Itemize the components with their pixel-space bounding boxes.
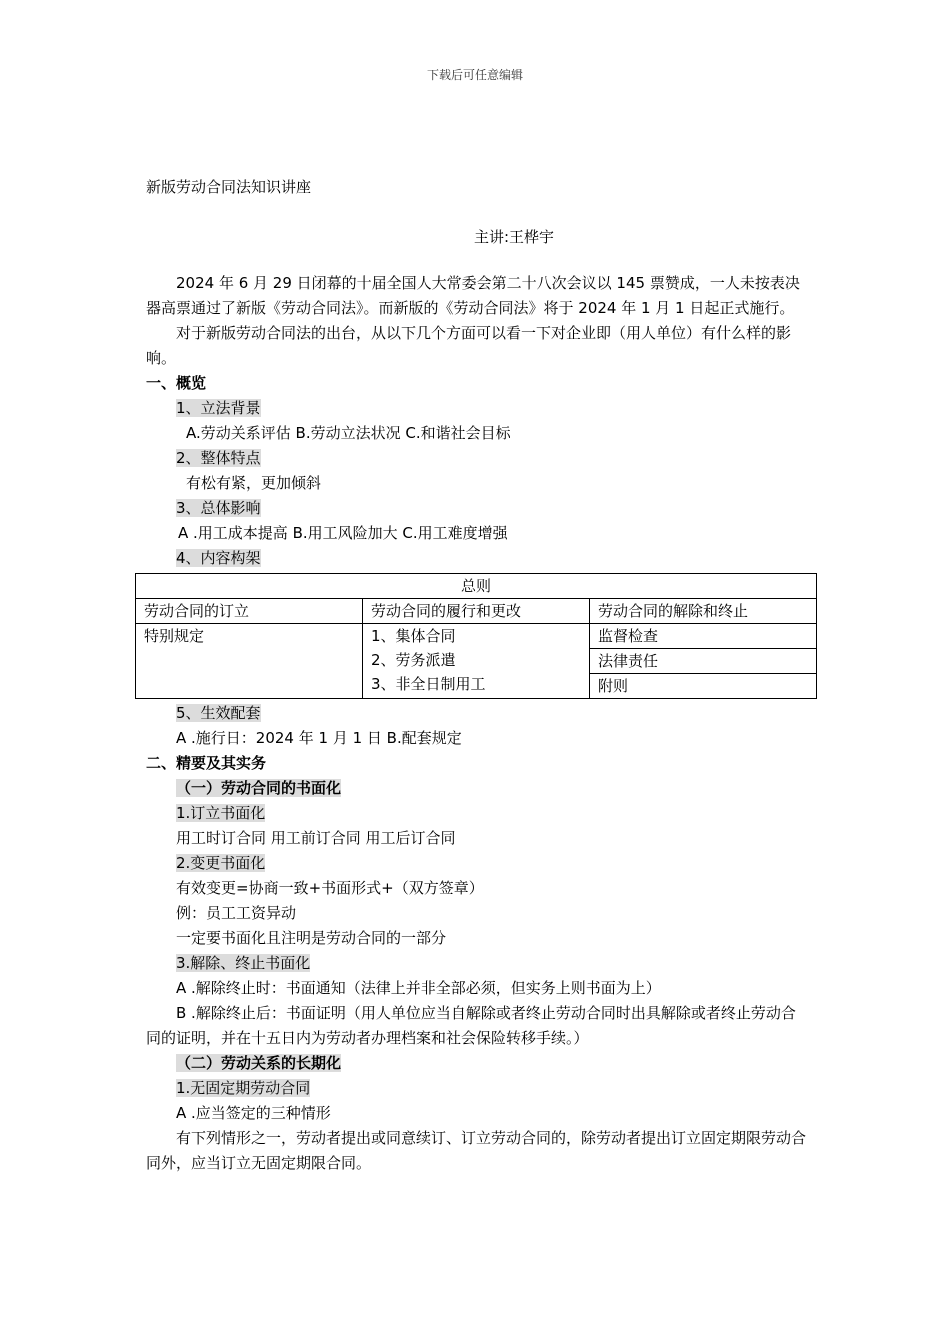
table-cell: 劳动合同的履行和更改 [363, 599, 590, 624]
subheading-1-1: 1、立法背景 [176, 399, 261, 417]
subheading-1-4: 4、内容构架 [176, 549, 261, 567]
subheading-2-2: （二）劳动关系的长期化 [176, 1054, 342, 1072]
subheading-2-1-1: 1.订立书面化 [176, 804, 266, 822]
stack-item: 监督检查 [590, 624, 816, 649]
paragraph-2-1-3a: A .解除终止时：书面通知（法律上并非全部必须，但实务上则书面为上） [176, 979, 661, 997]
subheading-2-1: （一）劳动合同的书面化 [176, 779, 342, 797]
paragraph-2-2-1b: 有下列情形之一，劳动者提出或同意续订、订立劳动合同的，除劳动者提出订立固定期限劳动合同外，应当订立无固定期限合同。 [146, 1129, 807, 1172]
stack-item: 法律责任 [590, 649, 816, 674]
content-framework-table [135, 573, 817, 699]
doc-body [146, 271, 806, 1176]
table-cell-list [363, 624, 590, 699]
page-header: 下载后可任意编辑 [426, 68, 523, 82]
paragraph-2-1-2a: 有效变更=协商一致+书面形式+（双方签章） [176, 879, 484, 897]
doc-title: 新版劳动合同法知识讲座 [146, 178, 312, 196]
table-row [136, 624, 817, 699]
table-cell-stack [590, 624, 817, 699]
section-heading-2: 二、精要及其实务 [146, 754, 267, 772]
paragraph-2-1-2c: 一定要书面化且注明是劳动合同的一部分 [176, 929, 447, 947]
subheading-2-1-2: 2.变更书面化 [176, 854, 266, 872]
subheading-2-2-1: 1.无固定期劳动合同 [176, 1079, 311, 1097]
table-cell-special: 特别规定 [136, 624, 363, 699]
paragraph-2-1-1: 用工时订合同 用工前订合同 用工后订合同 [176, 829, 456, 847]
paragraph-1-3: A .用工成本提高 B.用工风险加大 C.用工难度增强 [178, 524, 508, 542]
subheading-1-3: 3、总体影响 [176, 499, 261, 517]
list-item: 2、劳务派遣 [371, 651, 456, 669]
table-cell-general: 总则 [136, 574, 817, 599]
speaker-line: 主讲:王桦宇 [473, 228, 555, 246]
intro-paragraph-1: 2024 年 6 月 29 日闭幕的十届全国人大常委会第二十八次会议以 145 票赞成，一人未按表决器高票通过了新版《劳动合同法》。而新版的《劳动合同法》将于 2024 年 1 月 1 日起正式施行。 [146, 274, 800, 317]
list-item: 3、非全日制用工 [371, 675, 486, 693]
paragraph-2-1-2b: 例：员工工资异动 [176, 904, 297, 922]
paragraph-1-2: 有松有紧，更加倾斜 [186, 474, 322, 492]
list-item: 1、集体合同 [371, 627, 456, 645]
subheading-2-1-3: 3.解除、终止书面化 [176, 954, 311, 972]
paragraph-1-5: A .施行日：2024 年 1 月 1 日 B.配套规定 [176, 729, 462, 747]
paragraph-2-2-1a: A .应当签定的三种情形 [176, 1104, 331, 1122]
stack-item: 附则 [598, 677, 629, 695]
table-row [136, 599, 817, 624]
table-cell: 劳动合同的订立 [136, 599, 363, 624]
paragraph-2-1-3b: B .解除终止后：书面证明（用人单位应当自解除或者终止劳动合同时出具解除或者终止劳动合同的证明，并在十五日内为劳动者办理档案和社会保险转移手续。） [146, 1004, 796, 1047]
subheading-1-2: 2、整体特点 [176, 449, 261, 467]
section-heading-1: 一、概览 [146, 374, 207, 392]
intro-paragraph-2: 对于新版劳动合同法的出台，从以下几个方面可以看一下对企业即（用人单位）有什么样的影响。 [146, 324, 792, 367]
paragraph-1-1: A.劳动关系评估 B.劳动立法状况 C.和谐社会目标 [186, 424, 511, 442]
subheading-1-5: 5、生效配套 [176, 704, 261, 722]
table-cell: 劳动合同的解除和终止 [590, 599, 817, 624]
